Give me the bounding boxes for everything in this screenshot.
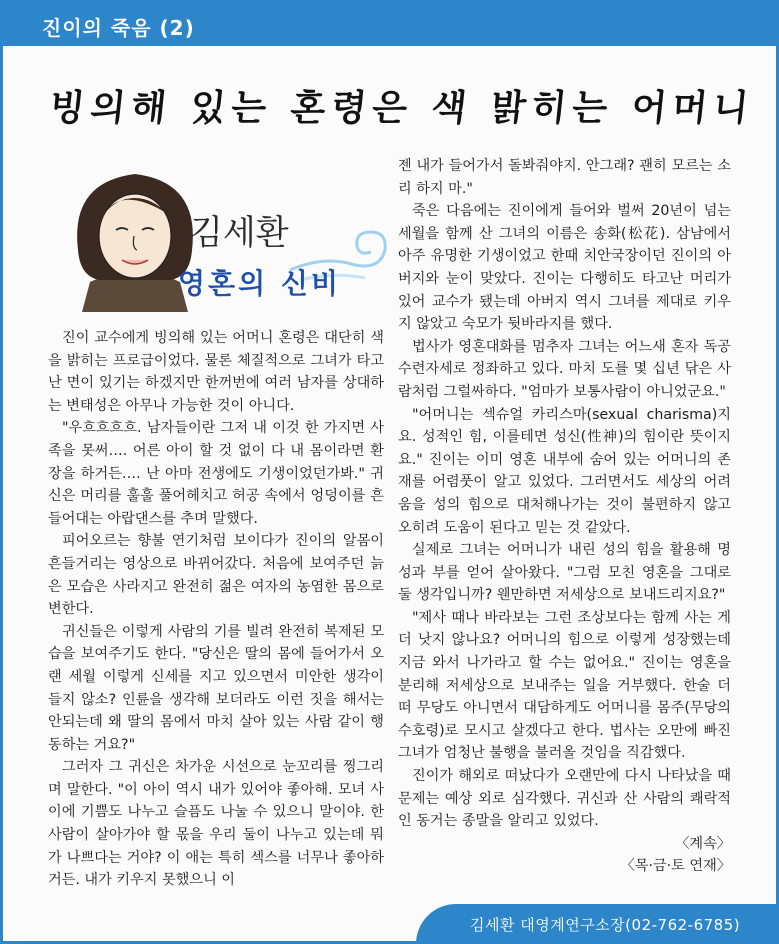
serial-note: 〈목·금·토 연재〉 xyxy=(620,858,731,875)
paragraph: 실제로 그녀는 어머니가 내린 성의 힘을 활용해 명성과 부를 얻어 살아왔다. "그럼 모친 영혼을 그대로 둘 생각입니까? 웬만하면 저세상으로 보내드리지요?" xyxy=(398,542,731,604)
article-left-column xyxy=(48,327,384,892)
author-contact: 김세환 대영계연구소장(02-762-6785) xyxy=(470,916,741,934)
column-title: 영혼의 신비 xyxy=(178,267,341,300)
author-name: 김세환 xyxy=(190,213,289,253)
paragraph: "제사 때나 바라보는 그런 조상보다는 함께 사는 게 더 낫지 않나요? 어머니의 힘으로 이렇게 성장했는데 지금 와서 나가라고 할 수는 없어요." 진이는 영혼을 분리해 저세상으로 보내주는 일을 거부했다. 한술 더 떠 무당도 아니면서 대담하게도 어머니를 몸주(무당의 수호령)로 모시고 살겠다고 한다. 법사는 오만에 빠진 그녀가 엄청난 불행을 불러올 것임을 직감했다. xyxy=(398,609,731,762)
paragraph: 죽은 다음에는 진이에게 들어와 벌써 20년이 넘는 세월을 함께 산 그녀의 이름은 송화(松花). 삼남에서 아주 유명한 기생이었고 한때 치안국장이던 진이의 아버지와 눈이 맞았다. 진이는 다행히도 타고난 머리가 있어 교수가 됐는데 아버지 역시 그녀를 제대로 키우지 않았고 숙모가 뒷바라지를 했다. xyxy=(398,203,731,333)
paragraph: 그러자 그 귀신은 차가운 시선으로 눈꼬리를 찡그리며 말한다. "이 아이 역시 내가 있어야 좋아해. 모녀 사이에 기쁨도 나누고 슬픔도 나눌 수 있으니 말이야. 한 사람이 살아가야 할 몫을 우리 둘이 나누고 있는데 뭐가 나쁘다는 거야? 이 애는 특히 섹스를 너무나 좋아하거든. 내가 키우지 못했으니 이 xyxy=(48,759,384,889)
paragraph: 피어오르는 향불 연기처럼 보이다가 진이의 알몸이 흔들거리는 영상으로 바뀌어갔다. 처음에 보여주던 늙은 모습은 사라지고 완전히 젊은 여자의 농염한 몸으로 변한다. xyxy=(48,533,384,618)
paragraph: "어머니는 섹슈얼 카리스마(sexual charisma)지요. 성적인 힘, 이를테면 성신(性神)의 힘이란 뜻이지요." 진이는 이미 영혼 내부에 숨어 있는 어머니의 존재를 어렴풋이 알고 있었다. 그러면서도 세상의 어려움을 성의 힘으로 대처해나가는 것이 불편하지 않고 오히려 도움이 된다고 믿는 것 같았다. xyxy=(398,406,731,536)
paragraph: 귀신들은 이렇게 사람의 기를 빌려 완전히 복제된 모습을 보여주기도 한다. "당신은 딸의 몸에 들어가서 오랜 세월 이렇게 신세를 지고 있으면서 미안한 생각이 들지 않소? 인륜을 생각해 보더라도 이런 짓을 해서는 안되는데 왜 딸의 몸에서 마치 살아 있는 사람 같이 행동하는 거요?" xyxy=(48,623,384,753)
headline: 빙의해 있는 혼령은 색 밝히는 어머니 xyxy=(47,87,757,129)
continued-label: 〈계속〉 xyxy=(675,835,731,852)
paragraph: 법사가 영혼대화를 멈추자 그녀는 어느새 혼자 독공 수련자세로 정좌하고 있다. 마치 도를 몇 십년 닦은 사람처럼 그럴싸하다. "엄마가 보통사람이 아니었군요." xyxy=(398,338,731,400)
paragraph: 진이 교수에게 빙의해 있는 어머니 혼령은 대단히 색을 밝히는 프로급이었다. 물론 체질적으로 그녀가 타고난 면이 있기는 하겠지만 한꺼번에 여러 남자를 상대하는 변태성은 아무나 가능한 것이 아니다. xyxy=(48,330,384,414)
article-right-column xyxy=(398,155,731,878)
paragraph-continued: 젠 내가 들어가서 돌봐줘야지. 안그래? 괜히 모르는 소리 하지 마." xyxy=(398,158,731,197)
paragraph: "우흐흐흐흐. 남자들이란 그저 내 이것 한 가지면 사족을 못써…. 어른 아이 할 것 없이 다 내 몸이라면 환장을 하거든…. 난 아마 전생에도 기생이었던가봐." 귀신은 머리를 훌훌 풀어헤치고 허공 속에서 엉덩이를 흔들어대는 아랍댄스를 추며 말했다. xyxy=(48,420,384,527)
series-title: 진이의 죽음 (2) xyxy=(42,16,195,40)
paragraph: 진이가 해외로 떠났다가 오랜만에 다시 나타났을 때 문제는 예상 외로 심각했다. 귀신과 산 사람의 쾌락적인 동거는 종말을 알리고 있었다. xyxy=(398,768,731,830)
